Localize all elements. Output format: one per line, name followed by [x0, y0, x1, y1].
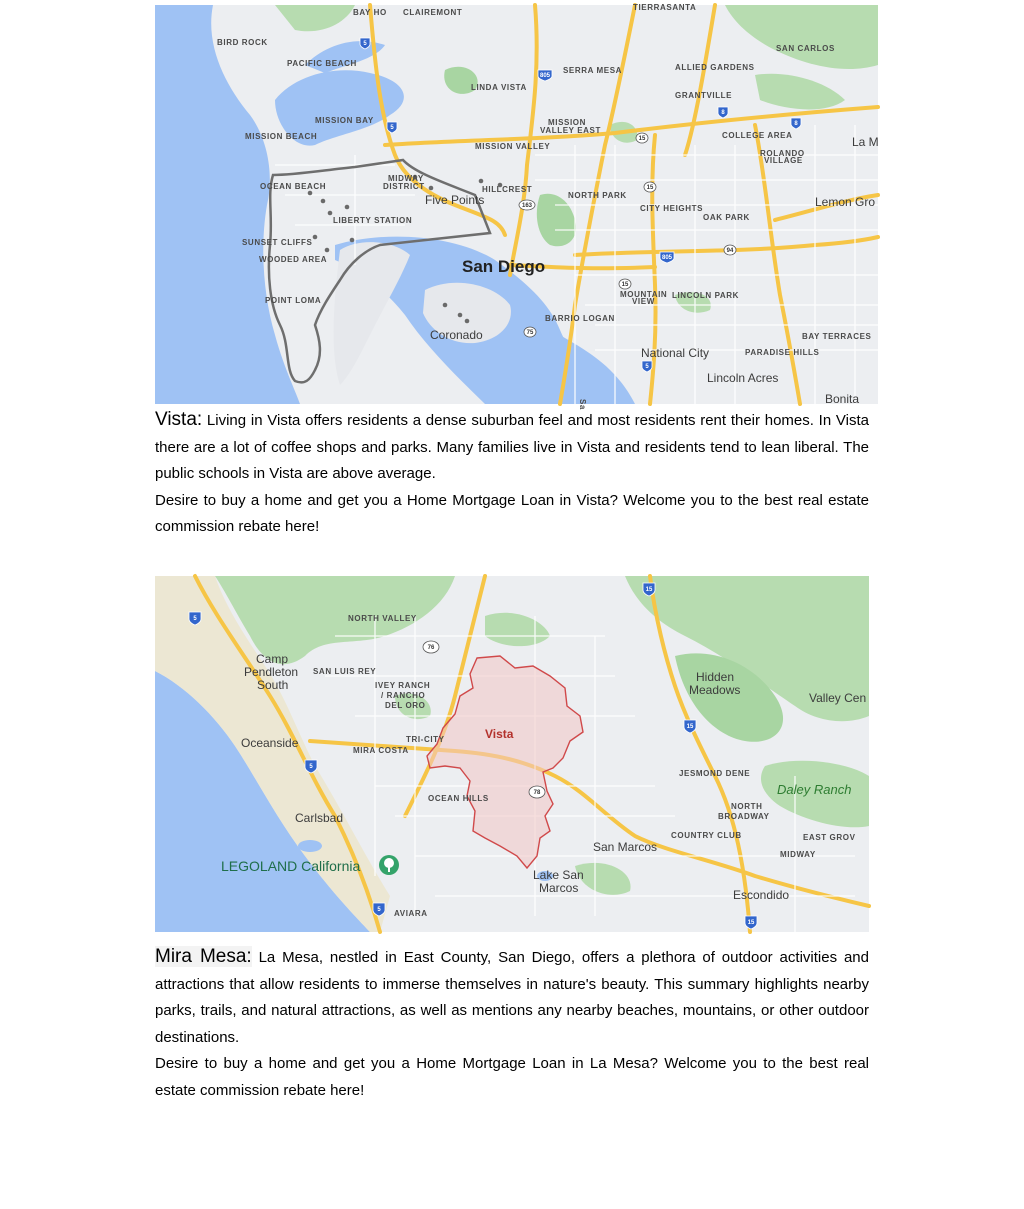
label-liberty-station: LIBERTY STATION: [333, 216, 413, 225]
label-linda-vista: LINDA VISTA: [471, 83, 527, 92]
label-college-area: COLLEGE AREA: [722, 131, 793, 140]
san-diego-map-graphic: [155, 3, 879, 410]
vista-description: [155, 407, 869, 488]
label-rolando-2: VILLAGE: [764, 156, 803, 165]
label-san-diego: San Diego: [462, 257, 546, 276]
label-san-luis-rey: SAN LUIS REY: [313, 667, 377, 676]
label-mission-valley: MISSION VALLEY: [475, 142, 551, 151]
label-legoland: LEGOLAND California: [221, 858, 361, 874]
label-ocean-beach: OCEAN BEACH: [260, 182, 327, 191]
svg-text:75: 75: [526, 330, 534, 336]
label-point-loma: POINT LOMA: [265, 296, 322, 305]
label-lemon-grove: Lemon Gro: [815, 195, 876, 209]
label-mission-beach: MISSION BEACH: [245, 132, 318, 141]
svg-text:15: 15: [645, 587, 653, 593]
mira-mesa-heading: Mira Mesa:: [155, 946, 252, 967]
mira-mesa-cta: Desire to buy a home and get you a Home Mortgage Loan in La Mesa? Welcome you to the best real estate commission rebate here!: [155, 1055, 869, 1099]
label-aviara: AVIARA: [394, 909, 428, 918]
svg-text:78: 78: [533, 790, 541, 796]
label-escondido: Escondido: [733, 888, 790, 902]
label-national-city: National City: [641, 346, 710, 360]
label-coronado: Coronado: [430, 328, 483, 342]
svg-text:94: 94: [726, 248, 734, 254]
svg-text:8: 8: [794, 121, 798, 127]
label-ivey-ranch-2: / RANCHO: [381, 691, 426, 700]
label-pacific-beach: PACIFIC BEACH: [287, 59, 357, 68]
svg-text:5: 5: [193, 616, 197, 622]
label-midway-1: MIDWAY: [388, 174, 424, 183]
svg-text:5: 5: [390, 125, 394, 131]
label-valley-center: Valley Cen: [809, 691, 867, 705]
label-five-points: Five Points: [425, 193, 485, 207]
label-carlsbad: Carlsbad: [295, 811, 344, 825]
svg-text:5: 5: [377, 907, 381, 913]
label-mission-bay: MISSION BAY: [315, 116, 374, 125]
label-wooded-area: WOODED AREA: [259, 255, 328, 264]
label-east-grove: EAST GROV: [803, 833, 856, 842]
san-diego-map: [155, 3, 879, 410]
svg-text:5: 5: [363, 41, 367, 47]
label-sd-bay: Sa: [578, 399, 587, 410]
label-sunset-cliffs: SUNSET CLIFFS: [242, 238, 313, 247]
label-lincoln-acres: Lincoln Acres: [707, 371, 779, 385]
label-hidden-meadows-1: Hidden: [696, 670, 735, 684]
vista-section: [155, 407, 869, 541]
label-midway: MIDWAY: [780, 850, 816, 859]
label-country-club: COUNTRY CLUB: [671, 831, 742, 840]
label-bay-terraces: BAY TERRACES: [802, 332, 872, 341]
label-allied-gardens: ALLIED GARDENS: [675, 63, 755, 72]
label-oceanside: Oceanside: [241, 736, 299, 750]
label-mission-valley-east-2: VALLEY EAST: [540, 126, 601, 135]
label-san-marcos: San Marcos: [593, 840, 658, 854]
label-ivey-ranch-3: DEL ORO: [385, 701, 426, 710]
svg-text:5: 5: [645, 364, 649, 370]
label-paradise-hills: PARADISE HILLS: [745, 348, 820, 357]
label-jesmond-dene: JESMOND DENE: [679, 769, 751, 778]
label-north-park: NORTH PARK: [568, 191, 627, 200]
label-oak-park: OAK PARK: [703, 213, 750, 222]
label-bonita: Bonita: [825, 392, 860, 406]
label-mission-valley-east-1: MISSION: [548, 118, 586, 127]
label-hidden-meadows-2: Meadows: [689, 683, 741, 697]
label-daley-ranch: Daley Ranch: [777, 782, 852, 797]
vista-heading: Vista:: [155, 409, 203, 430]
vista-body: Living in Vista offers residents a dense suburban feel and most residents rent their homes. In Vista there are a lot of coffee shops and parks. Many families live in Vista and residents tend to lean liberal. The public schools in Vista are above average.: [155, 412, 869, 482]
label-ivey-ranch-1: IVEY RANCH: [375, 681, 431, 690]
svg-text:15: 15: [621, 282, 629, 288]
label-ocean-hills: OCEAN HILLS: [428, 794, 489, 803]
label-barrio-logan: BARRIO LOGAN: [545, 314, 615, 323]
label-north-valley: NORTH VALLEY: [348, 614, 417, 623]
label-mountain-view-2: VIEW: [632, 297, 655, 306]
label-serra-mesa: SERRA MESA: [563, 66, 623, 75]
label-mountain-view-1: MOUNTAIN: [620, 290, 668, 299]
park-tree-icon: [379, 855, 399, 875]
label-la-mesa: La M: [852, 135, 879, 149]
label-lincoln-park: LINCOLN PARK: [672, 291, 740, 300]
label-lake-san-marcos-2: Marcos: [539, 881, 579, 895]
svg-text:5: 5: [309, 764, 313, 770]
mira-mesa-body: La Mesa, nestled in East County, San Diego, offers a plethora of outdoor activities and attractions that allow residents to immerse themselves in nature's beauty. This summary highlights nearby parks, trails, and natural attractions, as well as mentions any nearby beaches, mountains, or other outdoor destinations.: [155, 949, 869, 1046]
label-tri-city: TRI-CITY: [406, 735, 445, 744]
label-clairemont: CLAIREMONT: [403, 8, 463, 17]
label-grantville: GRANTVILLE: [675, 91, 733, 100]
svg-text:8: 8: [721, 110, 725, 116]
label-bird-rock: BIRD ROCK: [217, 38, 268, 47]
svg-text:76: 76: [427, 645, 435, 651]
mira-mesa-section: [155, 944, 869, 1104]
svg-text:163: 163: [521, 203, 533, 209]
label-north-broadway-2: BROADWAY: [718, 812, 770, 821]
label-rolando-1: ROLANDO: [760, 149, 805, 158]
label-hillcrest: HILLCREST: [482, 185, 533, 194]
vista-cta: Desire to buy a home and get you a Home Mortgage Loan in Vista? Welcome you to the best real estate commission rebate here!: [155, 491, 869, 535]
label-tierrasanta: TIERRASANTA: [633, 3, 697, 12]
label-san-carlos: SAN CARLOS: [776, 44, 835, 53]
label-midway-2: DISTRICT: [383, 182, 425, 191]
label-mira-costa: MIRA COSTA: [353, 746, 409, 755]
svg-text:15: 15: [646, 185, 654, 191]
vista-map: [155, 576, 869, 932]
label-lake-san-marcos-1: Lake San: [533, 868, 584, 882]
svg-text:15: 15: [638, 136, 646, 142]
svg-text:805: 805: [661, 255, 673, 261]
vista-map-graphic: [155, 576, 869, 932]
label-north-broadway-1: NORTH: [731, 802, 763, 811]
svg-text:805: 805: [539, 73, 551, 79]
label-camp-pendleton-1: Camp: [256, 652, 289, 666]
svg-text:15: 15: [747, 920, 755, 926]
label-camp-pendleton-3: South: [257, 678, 289, 692]
label-city-heights: CITY HEIGHTS: [640, 204, 704, 213]
mira-mesa-description: [155, 944, 869, 1051]
label-camp-pendleton-2: Pendleton: [244, 665, 299, 679]
label-vista: Vista: [485, 727, 514, 741]
label-bay-ho: BAY HO: [353, 8, 387, 17]
svg-text:15: 15: [686, 724, 694, 730]
